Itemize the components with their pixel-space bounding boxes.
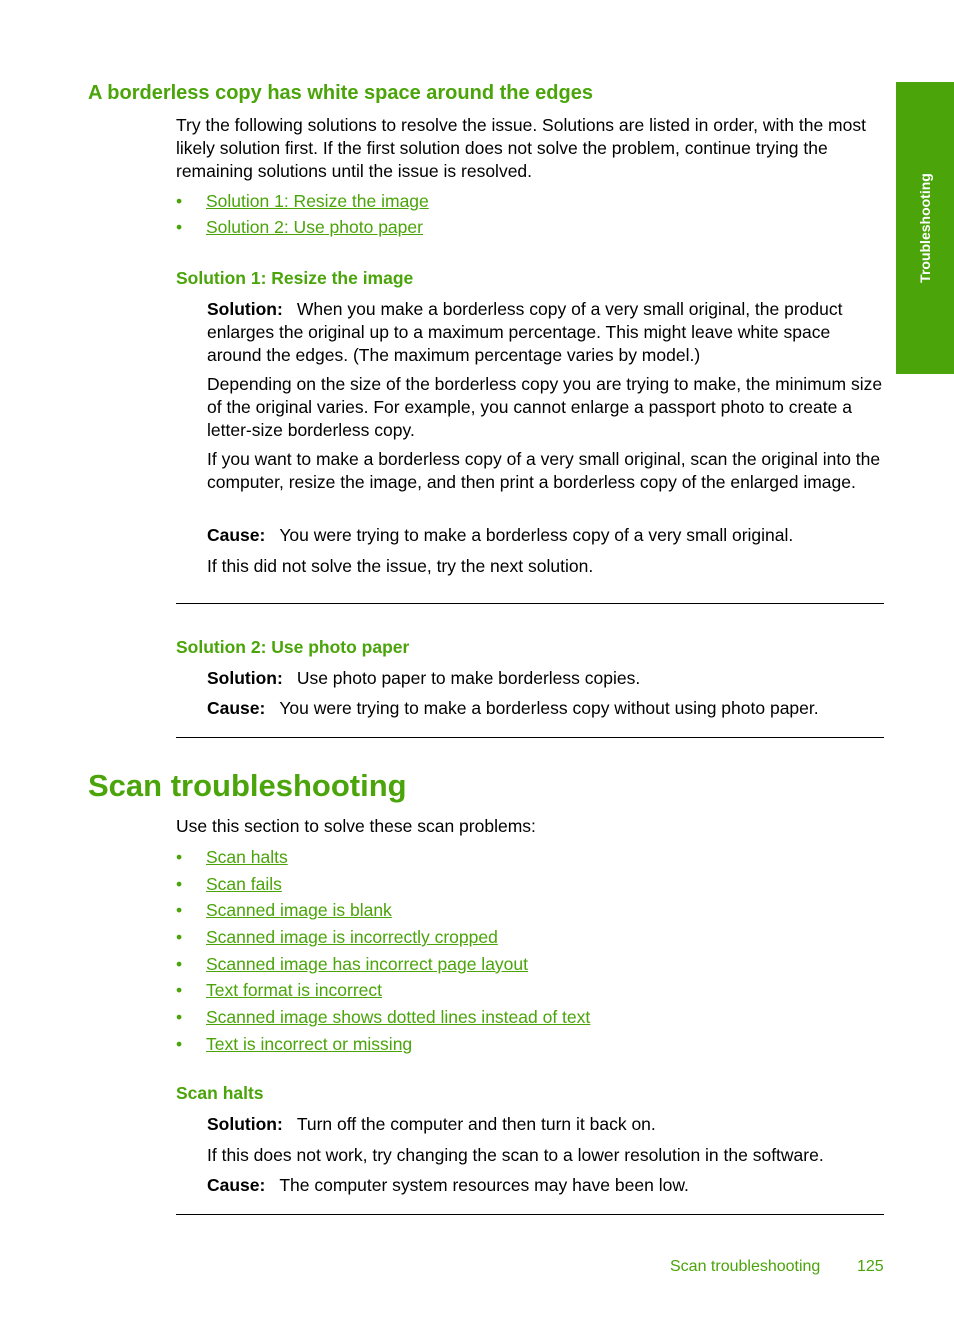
list-item — [176, 899, 590, 921]
solution-label: Solution: — [207, 1114, 283, 1134]
solution-text: Turn off the computer and then turn it back on. — [296, 1114, 656, 1134]
bullet-icon: • — [176, 217, 183, 237]
cause-text: The computer system resources may have been low. — [279, 1175, 689, 1195]
side-tab-label: Troubleshooting — [917, 173, 933, 283]
list-item — [176, 846, 590, 868]
link-scan-fails[interactable]: Scan fails — [206, 873, 282, 894]
list-item — [176, 1006, 590, 1028]
section1-solution-links — [176, 190, 429, 238]
link-text-format-incorrect[interactable]: Text format is incorrect — [206, 980, 383, 1001]
link-incorrectly-cropped[interactable]: Scanned image is incorrectly cropped — [206, 927, 498, 948]
solution-text: Use photo paper to make borderless copies. — [296, 668, 641, 688]
link-solution-2[interactable]: Solution 2: Use photo paper — [206, 217, 423, 237]
heading-scan-halts: Scan halts — [176, 1083, 264, 1103]
solution-label: Solution: — [207, 668, 283, 688]
link-incorrect-page-layout[interactable]: Scanned image has incorrect page layout — [206, 953, 529, 974]
list-item — [176, 190, 429, 212]
bullet-icon: • — [176, 927, 183, 948]
divider — [176, 603, 884, 604]
section2-intro: Use this section to solve these scan problems: — [176, 816, 536, 836]
divider — [176, 737, 884, 738]
list-item — [176, 1033, 590, 1055]
solution-2-cause — [207, 697, 887, 720]
scan-problem-links — [176, 846, 590, 1055]
list-item — [176, 979, 590, 1001]
list-item — [176, 953, 590, 975]
section-title-scan-troubleshooting: Scan troubleshooting — [88, 768, 407, 803]
cause-label: Cause: — [207, 698, 266, 718]
list-item — [176, 216, 429, 238]
footer-page-number: 125 — [857, 1258, 884, 1275]
divider — [176, 1214, 884, 1215]
list-item — [176, 926, 590, 948]
cause-label: Cause: — [207, 525, 266, 545]
bullet-icon: • — [176, 980, 183, 1001]
bullet-icon: • — [176, 900, 183, 921]
bullet-icon: • — [176, 191, 183, 211]
heading-solution-2: Solution 2: Use photo paper — [176, 637, 410, 657]
scan-halts-solution — [207, 1113, 887, 1136]
solution-text: When you make a borderless copy of a very small original, the product enlarges the original up to a maximum percentage. This might leave white space around the edges. (The maximum percentage varies by model.) — [207, 299, 843, 365]
scan-halts-para2: If this does not work, try changing the scan to a lower resolution in the software. — [207, 1145, 824, 1165]
bullet-icon: • — [176, 1007, 183, 1028]
solution-label: Solution: — [207, 299, 283, 319]
bullet-icon: • — [176, 1033, 183, 1054]
link-text-incorrect-missing[interactable]: Text is incorrect or missing — [206, 1033, 413, 1054]
link-scanned-image-blank[interactable]: Scanned image is blank — [206, 900, 392, 921]
solution-1-solution — [207, 298, 887, 367]
bullet-icon: • — [176, 953, 183, 974]
section-title-borderless: A borderless copy has white space around the edges — [88, 82, 593, 104]
link-dotted-lines[interactable]: Scanned image shows dotted lines instead of text — [206, 1007, 591, 1028]
list-item — [176, 873, 590, 895]
solution-1-cause — [207, 524, 887, 547]
bullet-icon: • — [176, 847, 183, 867]
link-scan-halts[interactable]: Scan halts — [206, 847, 288, 867]
cause-label: Cause: — [207, 1175, 266, 1195]
section1-intro: Try the following solutions to resolve the issue. Solutions are listed in order, with the most likely solution first. If the first solution does not solve the problem, continue trying the remaining solutions until the issue is resolved. — [176, 115, 866, 181]
footer-section-name: Scan troubleshooting — [670, 1258, 821, 1275]
solution-1-para3: If you want to make a borderless copy of a very small original, scan the original into the computer, resize the image, and then print a borderless copy of the enlarged image. — [207, 449, 881, 492]
side-tab-troubleshooting — [896, 82, 954, 374]
cause-text: You were trying to make a borderless copy of a very small original. — [279, 525, 794, 545]
cause-text: You were trying to make a borderless copy without using photo paper. — [279, 698, 819, 718]
scan-halts-cause — [207, 1174, 887, 1197]
solution-1-para2: Depending on the size of the borderless copy you are trying to make, the minimum size of the original varies. For example, you cannot enlarge a passport photo to create a letter-size borderless copy. — [207, 374, 883, 440]
link-solution-1[interactable]: Solution 1: Resize the image — [206, 191, 429, 211]
solution-1-next: If this did not solve the issue, try the next solution. — [207, 556, 594, 576]
solution-2-solution — [207, 667, 887, 690]
bullet-icon: • — [176, 873, 183, 894]
heading-solution-1: Solution 1: Resize the image — [176, 268, 414, 288]
